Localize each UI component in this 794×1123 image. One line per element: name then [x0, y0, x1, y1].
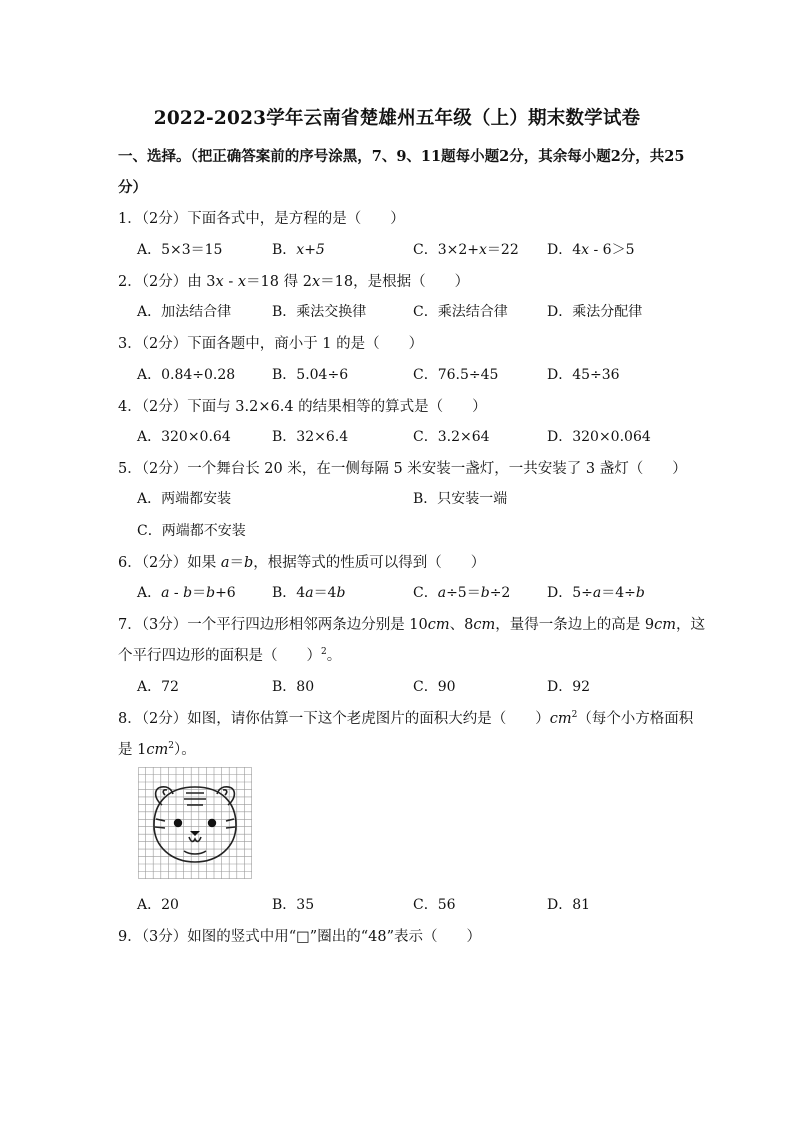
question-8-cont: 是 $1cm^2$）。: [118, 741, 196, 758]
q6-option-b[interactable]: B．4a＝4b: [272, 585, 346, 601]
q5-option-b[interactable]: B．只安装一端: [413, 491, 508, 507]
q2-option-d[interactable]: D．乘法分配律: [547, 304, 643, 320]
q3-option-d[interactable]: D．45÷36: [547, 367, 620, 383]
section-heading: 一、选择。（把正确答案前的序号涂黑，7、9、11题每小题2分，其余每小题2分，共25: [118, 148, 685, 165]
q4-option-c[interactable]: C．3.2×64: [413, 429, 490, 445]
q3-option-b[interactable]: B．5.04÷6: [272, 367, 349, 383]
tiger-right-ear-inner: [223, 790, 227, 795]
q7-option-c[interactable]: C．90: [413, 679, 456, 695]
q6-option-c[interactable]: C．a÷5＝b÷2: [413, 585, 511, 601]
q1-option-b[interactable]: B．x+5: [272, 242, 325, 258]
q7-option-a[interactable]: A．72: [137, 679, 179, 695]
q2-option-a[interactable]: A．加法结合律: [137, 304, 232, 320]
question-7-cont: 个平行四边形的面积是（ ）$^2$。: [118, 647, 342, 664]
question-3: 3．（2分）下面各题中，商小于 1 的是（ ）: [118, 336, 424, 352]
q5-option-a[interactable]: A．两端都安装: [137, 491, 232, 507]
q1-option-c[interactable]: C．3×2+x＝22: [413, 242, 519, 258]
question-6: 6．（2分）如果 a＝b，根据等式的性质可以得到（ ）: [118, 555, 486, 571]
question-1: 1．（2分）下面各式中，是方程的是（ ）: [118, 211, 405, 227]
q3-option-c[interactable]: C．76.5÷45: [413, 367, 499, 383]
q1-option-a[interactable]: A．5×3＝15: [137, 242, 223, 258]
question-9: 9．（3分）如图的竖式中用“□”圈出的“48”表示（ ）: [118, 929, 482, 945]
q4-option-a[interactable]: A．320×0.64: [137, 429, 231, 445]
q5-option-c[interactable]: C．两端都不安装: [137, 523, 246, 539]
page-title: 2022-2023学年云南省楚雄州五年级（上）期末数学试卷: [153, 108, 641, 129]
q1-option-d[interactable]: D．4x - 6＞5: [547, 242, 635, 258]
q8-option-a[interactable]: A．20: [137, 897, 179, 913]
question-4: 4．（2分）下面与 3.2×6.4 的结果相等的算式是（ ）: [118, 399, 487, 415]
q6-option-a[interactable]: A．a - b＝b+6: [137, 585, 236, 601]
q4-option-b[interactable]: B．32×6.4: [272, 429, 349, 445]
q8-option-d[interactable]: D．81: [547, 897, 591, 913]
q8-option-b[interactable]: B．35: [272, 897, 315, 913]
q6-option-d[interactable]: D．5÷a＝4÷b: [547, 585, 645, 601]
question-8: 8．（2分）如图，请你估算一下这个老虎图片的面积大约是（ ）$cm^2$（每个小方格面积: [118, 710, 694, 727]
tiger-mouth: [189, 837, 201, 841]
q2-option-c[interactable]: C．乘法结合律: [413, 304, 508, 320]
section-heading-cont: 分）: [118, 179, 147, 196]
q7-option-d[interactable]: D．92: [547, 679, 591, 695]
q7-option-b[interactable]: B．80: [272, 679, 315, 695]
tiger-grid-figure: [138, 767, 252, 879]
tiger-left-ear-inner: [163, 790, 167, 795]
q4-option-d[interactable]: D．320×0.064: [547, 429, 651, 445]
tiger-face: [154, 787, 236, 862]
tiger-chin: [184, 851, 206, 854]
tiger-forehead-stripes: [184, 793, 206, 805]
tiger-right-eye: [208, 819, 216, 827]
question-2: 2．（2分）由 3x - x＝18 得 2x＝18，是根据（ ）: [118, 274, 470, 290]
question-7: 7．（3分）一个平行四边形相邻两条边分别是 10cm、8cm，量得一条边上的高是 9cm，这: [118, 617, 705, 633]
q8-option-c[interactable]: C．56: [413, 897, 456, 913]
question-5: 5．（2分）一个舞台长 20 米，在一侧每隔 5 米安装一盏灯，一共安装了 3 盏灯（ ）: [118, 461, 687, 477]
q3-option-a[interactable]: A．0.84÷0.28: [137, 367, 236, 383]
tiger-left-eye: [174, 819, 182, 827]
q2-option-b[interactable]: B．乘法交换律: [272, 304, 367, 320]
